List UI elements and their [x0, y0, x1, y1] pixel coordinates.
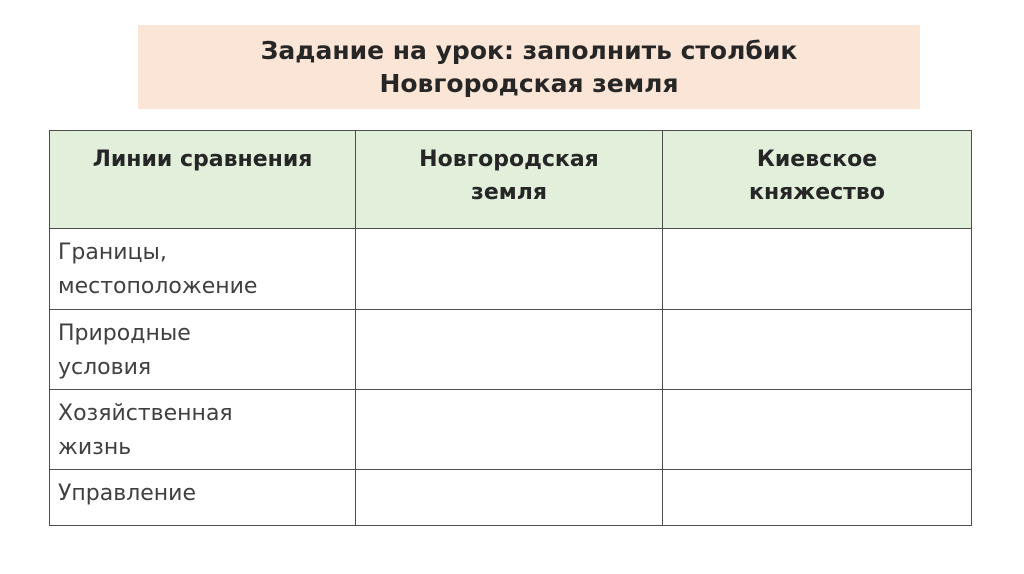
- row-label-natural-conditions-text-2: условия: [58, 355, 152, 380]
- row-label-natural-conditions: [50, 310, 356, 390]
- cell-kiev-natural-conditions[interactable]: [663, 310, 972, 390]
- row-label-natural-conditions-text-1: Природные: [58, 321, 191, 346]
- header-comparison-lines-text-1: Линии сравнения: [92, 147, 313, 172]
- row-label-governance: [50, 470, 356, 526]
- cell-kiev-governance[interactable]: [663, 470, 972, 526]
- header-kiev-principality: [663, 131, 972, 229]
- cell-kiev-borders[interactable]: [663, 229, 972, 310]
- row-label-governance-text-1: Управление: [58, 481, 197, 506]
- table-row: [50, 390, 972, 470]
- cell-novgorod-borders[interactable]: [356, 229, 663, 310]
- row-label-borders-text-1: Границы,: [58, 240, 167, 265]
- table-header-row: [50, 131, 972, 229]
- row-label-economic-life-text-1: Хозяйственная: [58, 401, 233, 426]
- row-label-borders-text-2: местоположение: [58, 274, 258, 299]
- header-kiev-principality-text-2: княжество: [749, 180, 885, 205]
- table-row: [50, 470, 972, 526]
- cell-novgorod-economic-life[interactable]: [356, 390, 663, 470]
- header-novgorod-land: [356, 131, 663, 229]
- header-comparison-lines: [50, 131, 356, 229]
- row-label-borders: [50, 229, 356, 310]
- task-title-line-1: Задание на урок: заполнить столбик: [260, 36, 798, 65]
- cell-novgorod-natural-conditions[interactable]: [356, 310, 663, 390]
- cell-kiev-economic-life[interactable]: [663, 390, 972, 470]
- cell-novgorod-governance[interactable]: [356, 470, 663, 526]
- header-novgorod-land-text-1: Новгородская: [419, 147, 599, 172]
- header-kiev-principality-text-1: Киевское: [756, 147, 878, 172]
- table-row: [50, 229, 972, 310]
- header-novgorod-land-text-2: земля: [471, 180, 547, 205]
- row-label-economic-life: [50, 390, 356, 470]
- comparison-table: [49, 130, 972, 526]
- task-title-banner: [138, 25, 920, 109]
- row-label-economic-life-text-2: жизнь: [58, 435, 132, 460]
- task-title-line-2: Новгородская земля: [379, 69, 679, 98]
- table-row: [50, 310, 972, 390]
